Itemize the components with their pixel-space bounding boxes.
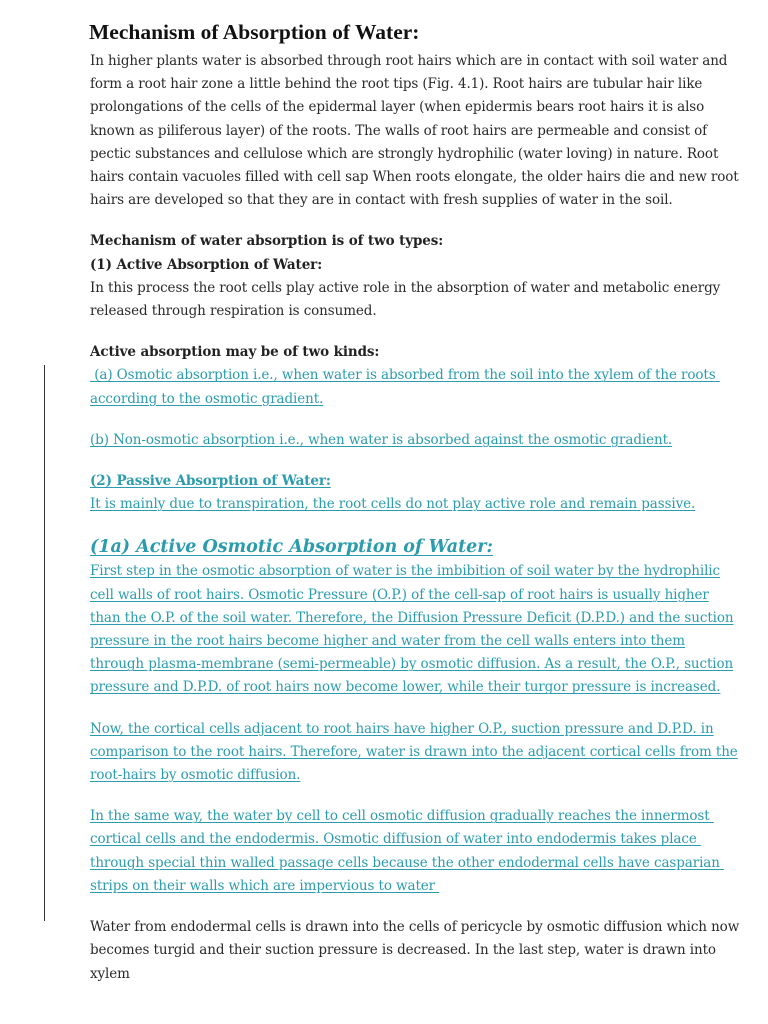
intro-paragraph: In higher plants water is absorbed through root hairs which are in contact with soil water and form a root hair zone a little behind the root tips (Fig. 4.1). Root hairs are tubular hair like prolongations of the cells of the epidermal layer (when epidermis bears root hairs it is also known as piliferous layer) of the roots. The walls of root hairs are permeable and consist of pectic substances and cellulose which are strongly hydrophilic (water loving) in nature. Root hairs contain vacuoles filled with cell sap When roots elongate, the older hairs die and new root hairs are developed so that they are in contact with fresh supplies of water in the soil. — [90, 53, 739, 209]
active-absorption-heading: (1) Active Absorption of Water: — [90, 256, 323, 273]
non-osmotic-absorption-link[interactable]: (b) Non-osmotic absorption i.e., when water is absorbed against the osmotic gradient. — [90, 431, 673, 448]
passive-absorption-heading-link[interactable]: (2) Passive Absorption of Water: — [90, 473, 331, 490]
types-heading: Mechanism of water absorption is of two types: — [90, 233, 444, 250]
page-title: Mechanism of Absorption of Water: — [89, 20, 420, 44]
document-page — [90, 18, 742, 986]
active-absorption-text: In this process the root cells play active role in the absorption of water and metabolic energy released through respiration is consumed. — [90, 279, 721, 320]
passive-absorption-link[interactable]: It is mainly due to transpiration, the root cells do not play active role and remain passive. — [90, 496, 696, 513]
section-1a-heading[interactable]: (1a) Active Osmotic Absorption of Water: — [90, 537, 493, 558]
osmotic-step-2-link[interactable]: Now, the cortical cells adjacent to root hairs have higher O.P., suction pressure and D.P.D. in comparison to the root hairs. Therefore, water is drawn into the adjacent cortical cells from the root-hairs by osmotic diffusion. — [90, 720, 738, 784]
kinds-heading: Active absorption may be of two kinds: — [90, 344, 380, 361]
osmotic-absorption-link[interactable]: (a) Osmotic absorption i.e., when water is absorbed from the soil into the xylem of the roots according to the osmotic gradient. — [90, 367, 720, 407]
pericycle-paragraph: Water from endodermal cells is drawn into the cells of pericycle by osmotic diffusion which now becomes turgid and their suction pressure is decreased. In the last step, water is drawn into xylem — [90, 919, 740, 982]
osmotic-step-1-link[interactable]: First step in the osmotic absorption of water is the imbibition of soil water by the hydrophilic cell walls of root hairs. Osmotic Pressure (O.P.) of the cell-sap of root hairs is usually higher than the O.P. of the soil water. Therefore, the Diffusion Pressure Deficit (D.P.D.) and the suction pressure in the root hairs become higher and water from the cell walls enters into them through plasma-membrane (semi-permeable) by osmotic diffusion. As a result, the O.P., suction pressure and D.P.D. of root hairs now become lower, while their turgor pressure is increased. — [90, 563, 734, 696]
osmotic-step-3-link[interactable]: In the same way, the water by cell to cell osmotic diffusion gradually reaches the innermost cortical cells and the endodermis. Osmotic diffusion of water into endodermis takes place through special thin walled passage cells because the other endodermal cells have casparian strips on their walls which are impervious to water — [90, 808, 725, 894]
revision-bar — [44, 365, 45, 921]
